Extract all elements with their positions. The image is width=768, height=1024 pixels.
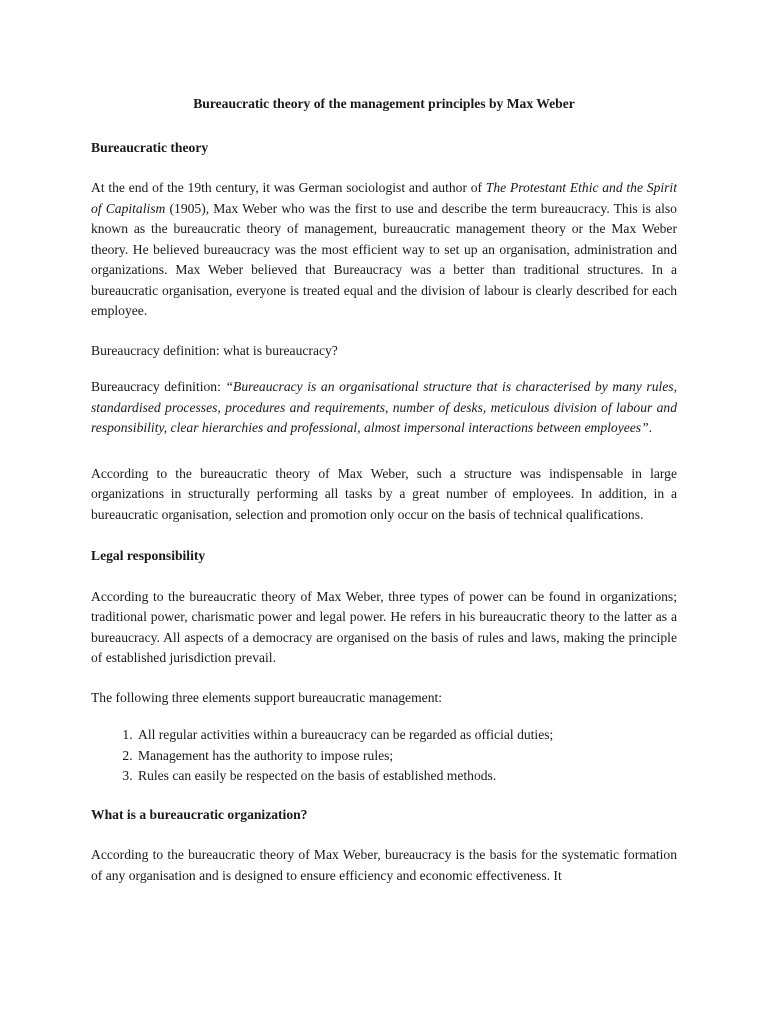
paragraph-definition: Bureaucracy definition: “Bureaucracy is an organisational structure that is characterised by many rules, standardised processes, procedures and requirements, number of desks, meticulous division of labour and responsibility, clear hierarchies and professional, almost impersonal interactions between employees”. — [91, 379, 677, 435]
paragraph-elements-intro: The following three elements support bureaucratic management: — [91, 689, 443, 705]
heading-legal-responsibility: Legal responsibility — [91, 548, 206, 563]
definition-quote: “Bureaucracy is an organisational structure that is characterised by many rules, standardised processes, procedures and requirements, number of desks, meticulous division of labour and responsibility, clear hierarchies and professional, almost impersonal interactions between employees” — [91, 379, 677, 435]
paragraph-organization: According to the bureaucratic theory of Max Weber, bureaucracy is the basis for the systematic formation of any organisation and is designed to ensure efficiency and economic effectiveness. It — [91, 847, 677, 883]
list-item: 1. All regular activities within a bureaucracy can be regarded as official duties; — [136, 725, 677, 746]
document-page — [91, 87, 677, 886]
elements-list — [91, 725, 677, 787]
book-title: The Protestant Ethic and the Spirit of Capitalism — [91, 180, 677, 216]
list-item: 3. Rules can easily be respected on the basis of established methods. — [136, 766, 677, 787]
heading-bureaucratic-organization: What is a bureaucratic organization? — [91, 806, 308, 822]
list-item: 2. Management has the authority to impose rules; — [136, 746, 677, 767]
paragraph-intro: At the end of the 19th century, it was German sociologist and author of The Protestant Ethic and the Spirit of Capitalism (1905), Max Weber who was the first to use and describe the term bureaucracy. This is also known as the bureaucratic theory of management, bureaucratic management theory or the Max Weber theory. He believed bureaucracy was the most efficient way to set up an organisation, administration and organizations. Max Weber believed that Bureaucracy was a better than traditional structures. In a bureaucratic organisation, everyone is treated equal and the division of labour is clearly described for each employee. — [91, 180, 677, 318]
heading-bureaucratic-theory: Bureaucratic theory — [91, 139, 209, 155]
paragraph-definition-question: Bureaucracy definition: what is bureaucracy? — [91, 342, 338, 358]
paragraph-structure: According to the bureaucratic theory of Max Weber, such a structure was indispensable in large organizations in structurally performing all tasks by a great number of employees. In addition, in a bureaucratic organisation, selection and promotion only occur on the basis of technical qualifications. — [91, 465, 677, 522]
document-title: Bureaucratic theory of the management principles by Max Weber — [193, 96, 575, 111]
paragraph-power-types: According to the bureaucratic theory of Max Weber, three types of power can be found in organizations; traditional power, charismatic power and legal power. He refers in his bureaucratic theory to the latter as a bureaucracy. All aspects of a democracy are organised on the basis of rules and laws, making the principle of established jurisdiction prevail. — [91, 588, 677, 665]
